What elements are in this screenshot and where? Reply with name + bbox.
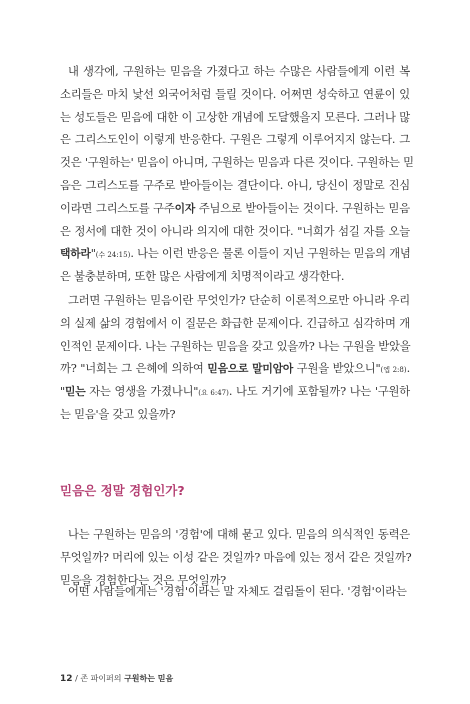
text-run: 까? "너희는 그 은혜에 의하여 — [60, 362, 208, 376]
footer-author: 존 파이퍼의 — [80, 674, 122, 683]
page-footer — [60, 672, 173, 686]
text-line — [60, 244, 410, 264]
text-line — [60, 222, 410, 242]
text-line — [60, 382, 410, 402]
text-run: . — [406, 362, 410, 376]
scripture-reference: (요 6:47) — [198, 389, 229, 398]
footer-separator: / — [75, 674, 78, 683]
text-run: 의 실제 삶의 경험에서 이 질문은 화급한 문제이다. 긴급하고 심각하며 개 — [60, 316, 410, 330]
emphasis-text: 믿음으로 말미암아 — [207, 362, 294, 376]
text-run: 소리들은 마치 낯선 외국어처럼 들릴 것이다. 어쩌면 성숙하고 연륜이 있 — [60, 87, 410, 101]
text-line — [68, 582, 410, 602]
text-run: 주님으로 받아들이는 것이다. 구원하는 믿음 — [195, 201, 410, 215]
text-run: 어떤 사람들에게는 '경험'이라는 말 자체도 걸림돌이 된다. '경험'이라는 — [68, 585, 407, 598]
text-line — [60, 548, 410, 568]
text-line — [60, 359, 410, 379]
text-run: 것은 '구원하는' 믿음이 아니며, 구원하는 믿음과 다른 것이다. 구원하는 믿 — [60, 156, 414, 170]
text-run: . 나는 이런 반응은 물론 이들이 지닌 구원하는 믿음의 개념 — [130, 247, 411, 261]
text-run: 그러면 구원하는 믿음이란 무엇인가? 단순히 이론적으로만 아니라 우리 — [68, 294, 410, 307]
scripture-reference: (수 24:15) — [95, 251, 131, 260]
text-line — [60, 314, 410, 334]
emphasis-text: 이자 — [174, 201, 196, 215]
text-run: 이라면 그리스도를 구주 — [60, 201, 175, 215]
emphasis-text: 믿는 — [65, 385, 86, 399]
text-line — [60, 85, 410, 105]
text-run: 나는 구원하는 믿음의 '경험'에 대해 묻고 있다. 믿음의 의식적인 동력은 — [68, 528, 410, 541]
section-heading: 믿음은 정말 경험인가? — [60, 483, 185, 498]
text-run: 구원을 받았으니" — [293, 362, 381, 376]
text-run: " — [60, 385, 65, 399]
text-line — [60, 405, 410, 425]
text-run: 은 불충분하며, 또한 많은 사람에게 치명적이라고 생각한다. — [60, 270, 345, 284]
text-line — [60, 153, 414, 173]
text-line — [60, 199, 410, 219]
text-run: . 나도 거기에 포함될까? 나는 '구원하 — [228, 385, 410, 399]
text-run: 무엇일까? 머리에 있는 이성 같은 것일까? 마음에 있는 정서 같은 것일까? — [60, 550, 412, 564]
text-run: 는 성도들은 믿음에 대한 이 고상한 개념에 도달했을지 모른다. 그러나 많 — [60, 110, 410, 124]
text-run: 믿음을 경험한다는 것은 무엇일까? — [60, 573, 227, 587]
text-run: 내 생각에, 구원하는 믿음을 가졌다고 하는 수많은 사람들에게 이런 복 — [68, 65, 410, 78]
scripture-reference: (엡 2:8) — [380, 366, 407, 375]
text-line — [68, 291, 410, 311]
text-run: 인적인 문제이다. 나는 구원하는 믿음을 갖고 있을까? 나는 구원을 받았을 — [60, 339, 411, 353]
emphasis-text: 택하라 — [60, 247, 91, 261]
text-line — [68, 525, 410, 545]
text-line — [60, 267, 410, 287]
text-run: 은 정서에 대한 것이 아니라 의지에 대한 것이다. "너희가 섬길 자를 오늘 — [60, 224, 410, 238]
text-run: 은 그리스도인이 이렇게 반응한다. 구원은 그렇게 이루어지지 않는다. 그 — [60, 133, 410, 147]
text-run: 음은 그리스도를 구주로 받아들이는 결단이다. 아니, 당신이 정말로 진심 — [60, 179, 410, 192]
text-run: 자는 영생을 가졌나니" — [85, 385, 199, 399]
text-line — [60, 130, 410, 150]
page-number: 12 — [60, 674, 73, 684]
footer-book-title: 구원하는 믿음 — [124, 674, 174, 683]
text-run: 는 믿음'을 갖고 있을까? — [60, 408, 176, 421]
text-line — [60, 337, 410, 357]
text-run: " — [90, 247, 96, 261]
text-line — [68, 62, 410, 82]
text-line — [60, 108, 410, 128]
text-line — [60, 176, 410, 196]
